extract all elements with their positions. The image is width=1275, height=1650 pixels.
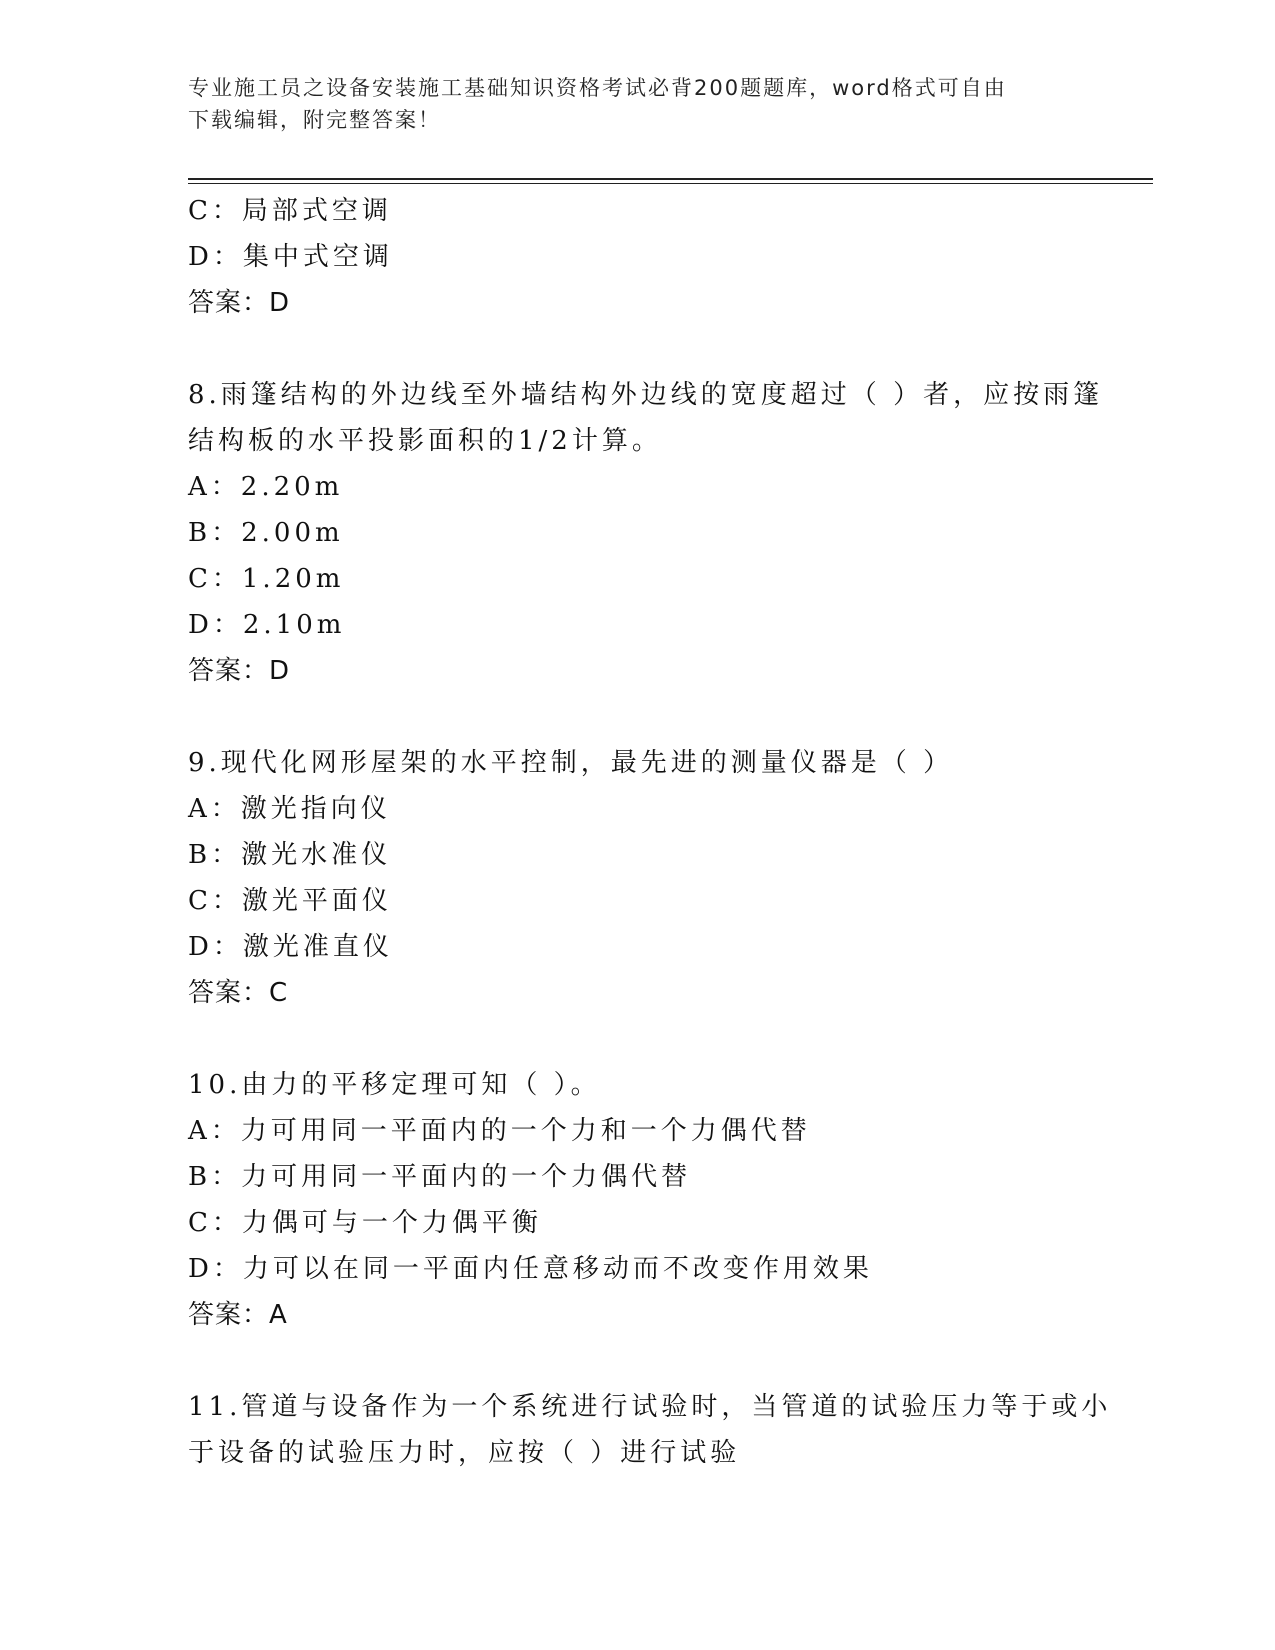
option-c: C：1.20m — [188, 564, 345, 594]
question-text: 9.现代化网形屋架的水平控制，最先进的测量仪器是（ ） — [188, 748, 954, 778]
question-text-continued: 于设备的试验压力时，应按（ ）进行试验 — [188, 1438, 741, 1468]
question-text: 8.雨篷结构的外边线至外墙结构外边线的宽度超过（ ）者，应按雨篷 — [188, 380, 1104, 410]
answer-label: 答案：D — [188, 288, 291, 318]
header-line-1: 专业施工员之设备安装施工基础知识资格考试必背200题题库，word格式可自由 — [188, 76, 1007, 100]
option-a: A：激光指向仪 — [188, 794, 391, 824]
document-header — [188, 72, 1068, 136]
option-d: D：集中式空调 — [188, 242, 393, 272]
question-list — [188, 188, 1112, 1476]
option-d: D：力可以在同一平面内任意移动而不改变作用效果 — [188, 1254, 873, 1284]
question-text-continued: 结构板的水平投影面积的1/2计算。 — [188, 426, 662, 456]
option-c: C：力偶可与一个力偶平衡 — [188, 1208, 542, 1238]
header-line-2: 下载编辑，附完整答案！ — [188, 108, 441, 132]
header-divider-thin — [188, 183, 1153, 184]
question-text: 11.管道与设备作为一个系统进行试验时，当管道的试验压力等于或小 — [188, 1392, 1112, 1422]
answer-label: 答案：D — [188, 656, 291, 686]
option-c: C：激光平面仪 — [188, 886, 392, 916]
option-b: B：力可用同一平面内的一个力偶代替 — [188, 1162, 692, 1192]
option-b: B：2.00m — [188, 518, 344, 548]
answer-label: 答案：C — [188, 978, 289, 1008]
option-a: A：2.20m — [188, 472, 344, 502]
option-d: D：2.10m — [188, 610, 346, 640]
question-text: 10.由力的平移定理可知（ ）。 — [188, 1070, 601, 1100]
option-a: A：力可用同一平面内的一个力和一个力偶代替 — [188, 1116, 811, 1146]
answer-label: 答案：A — [188, 1300, 288, 1330]
option-d: D：激光准直仪 — [188, 932, 393, 962]
header-divider-thick — [188, 178, 1153, 180]
option-b: B：激光水准仪 — [188, 840, 392, 870]
option-c: C：局部式空调 — [188, 196, 392, 226]
